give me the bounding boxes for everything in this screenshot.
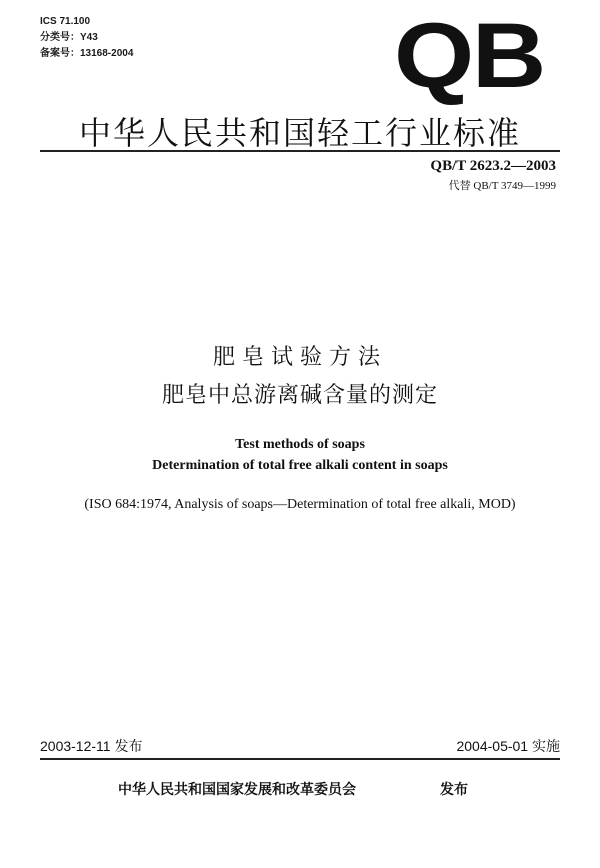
standard-number: QB/T 2623.2—2003 xyxy=(430,158,556,174)
record-number: 备案号：13168-2004 xyxy=(40,48,134,59)
implementation-date: 2004-05-01 实施 xyxy=(456,738,560,754)
standard-category-title: 中华人民共和国轻工行业标准 xyxy=(78,114,521,152)
classification-info xyxy=(40,14,133,62)
english-title-line-1: Test methods of soaps xyxy=(235,437,365,452)
replaces-standard: 代替 QB/T 3749—1999 xyxy=(448,180,556,192)
classification-number: 分类号：Y43 xyxy=(40,32,98,43)
publisher-name: 中华人民共和国国家发展和改革委员会 xyxy=(118,782,356,798)
qb-logo: QB xyxy=(394,5,545,107)
iso-reference: (ISO 684:1974, Analysis of soaps—Determination of total free alkali, MOD) xyxy=(84,497,516,512)
chinese-title-line-2: 肥皂中总游离碱含量的测定 xyxy=(161,383,438,408)
footer-divider xyxy=(40,758,560,760)
chinese-title-line-1: 肥皂试验方法 xyxy=(212,345,387,370)
header-divider xyxy=(40,150,560,152)
issue-date: 2003-12-11 发布 xyxy=(40,738,143,754)
english-title-line-2: Determination of total free alkali content in soaps xyxy=(152,458,448,473)
publish-label: 发布 xyxy=(440,782,468,798)
ics-code: ICS 71.100 xyxy=(40,16,91,27)
